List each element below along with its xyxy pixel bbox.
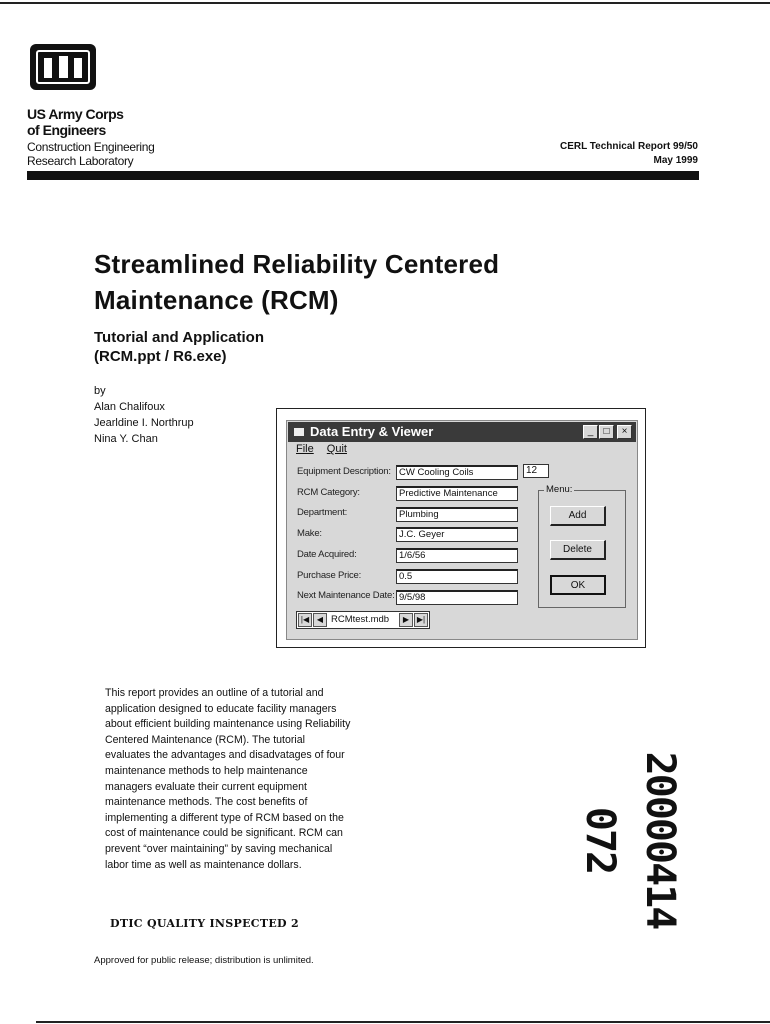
author-name: Alan Chalifoux: [94, 401, 165, 413]
accession-number: 20000414 072: [577, 751, 683, 929]
report-info: [560, 140, 698, 168]
equipment-description-input[interactable]: CW Cooling Coils: [396, 465, 518, 480]
dtic-quality-stamp: DTIC QUALITY INSPECTED 2: [110, 917, 299, 930]
top-rule: [0, 2, 770, 4]
prev-record-button[interactable]: ◀: [313, 613, 327, 627]
next-maintenance-date-input[interactable]: 9/5/98: [396, 590, 518, 605]
report-number: CERL Technical Report 99/50: [559, 141, 698, 152]
record-navigator: [296, 611, 430, 629]
field-label: Department:: [297, 507, 348, 518]
first-record-button[interactable]: |◀: [298, 613, 312, 627]
field-label: Date Acquired:: [297, 549, 357, 560]
corps-castle-logo-icon: [30, 44, 96, 90]
menu-bar: [296, 443, 357, 455]
minimize-button[interactable]: _: [583, 425, 598, 439]
next-record-button[interactable]: ▶: [399, 613, 413, 627]
close-button[interactable]: ×: [617, 425, 632, 439]
app-titlebar[interactable]: [288, 422, 636, 442]
field-label: Equipment Description:: [297, 466, 391, 477]
lab-name: Construction Engineering Research Laboratory: [27, 140, 155, 168]
window-icon: [294, 428, 304, 436]
window-title: Data Entry & Viewer: [310, 424, 434, 439]
author-name: Jearldine I. Northrup: [94, 417, 194, 429]
date-acquired-input[interactable]: 1/6/56: [396, 548, 518, 563]
author-list: by Alan Chalifoux Jearldine I. Northrup Nina Y. Chan: [94, 385, 194, 445]
make-input[interactable]: J.C. Geyer: [396, 527, 518, 542]
add-button[interactable]: Add: [550, 506, 606, 526]
menu-file[interactable]: File: [296, 443, 314, 455]
department-input[interactable]: Plumbing: [396, 507, 518, 522]
abstract-text: This report provides an outline of a tutorial and application designed to educate facility managers about efficient building maintenance using Reliability Centered Maintenance (RCM). The tutorial evaluates the advantages and disadvatages of four maintenance methods to help maintenance managers evaluate their current equipment maintenance methods. The cost benefits of implementing a different type of RCM based on the cost of maintenance could be significant. RCM can prevent “over maintaining” by saving mechanical labor time as well as maintenance dollars.: [105, 687, 351, 871]
bottom-rule: [36, 1021, 770, 1023]
org-name: US Army Corps of Engineers: [27, 106, 124, 138]
document-title: Streamlined Reliability Centered Maintenance (RCM): [94, 249, 500, 315]
field-label: Make:: [297, 528, 322, 539]
database-name: RCMtest.mdb: [331, 614, 390, 625]
field-label: RCM Category:: [297, 487, 360, 498]
header-rule: [27, 171, 699, 180]
report-date: May 1999: [653, 155, 698, 166]
author-name: Nina Y. Chan: [94, 433, 158, 445]
maximize-button[interactable]: □: [599, 425, 614, 439]
field-label: Purchase Price:: [297, 570, 362, 581]
purchase-price-input[interactable]: 0.5: [396, 569, 518, 584]
distribution-statement: Approved for public release; distribution is unlimited.: [94, 955, 314, 966]
document-subtitle: Tutorial and Application (RCM.ppt / R6.exe): [94, 329, 264, 365]
record-id-field: 12: [523, 464, 549, 478]
rcm-category-input[interactable]: Predictive Maintenance: [396, 486, 518, 501]
menu-group-label: Menu:: [546, 484, 573, 495]
menu-quit[interactable]: Quit: [326, 443, 347, 455]
delete-button[interactable]: Delete: [550, 540, 606, 560]
ok-button[interactable]: OK: [550, 575, 606, 595]
field-label: Next Maintenance Date:: [297, 590, 395, 601]
last-record-button[interactable]: ▶|: [414, 613, 428, 627]
